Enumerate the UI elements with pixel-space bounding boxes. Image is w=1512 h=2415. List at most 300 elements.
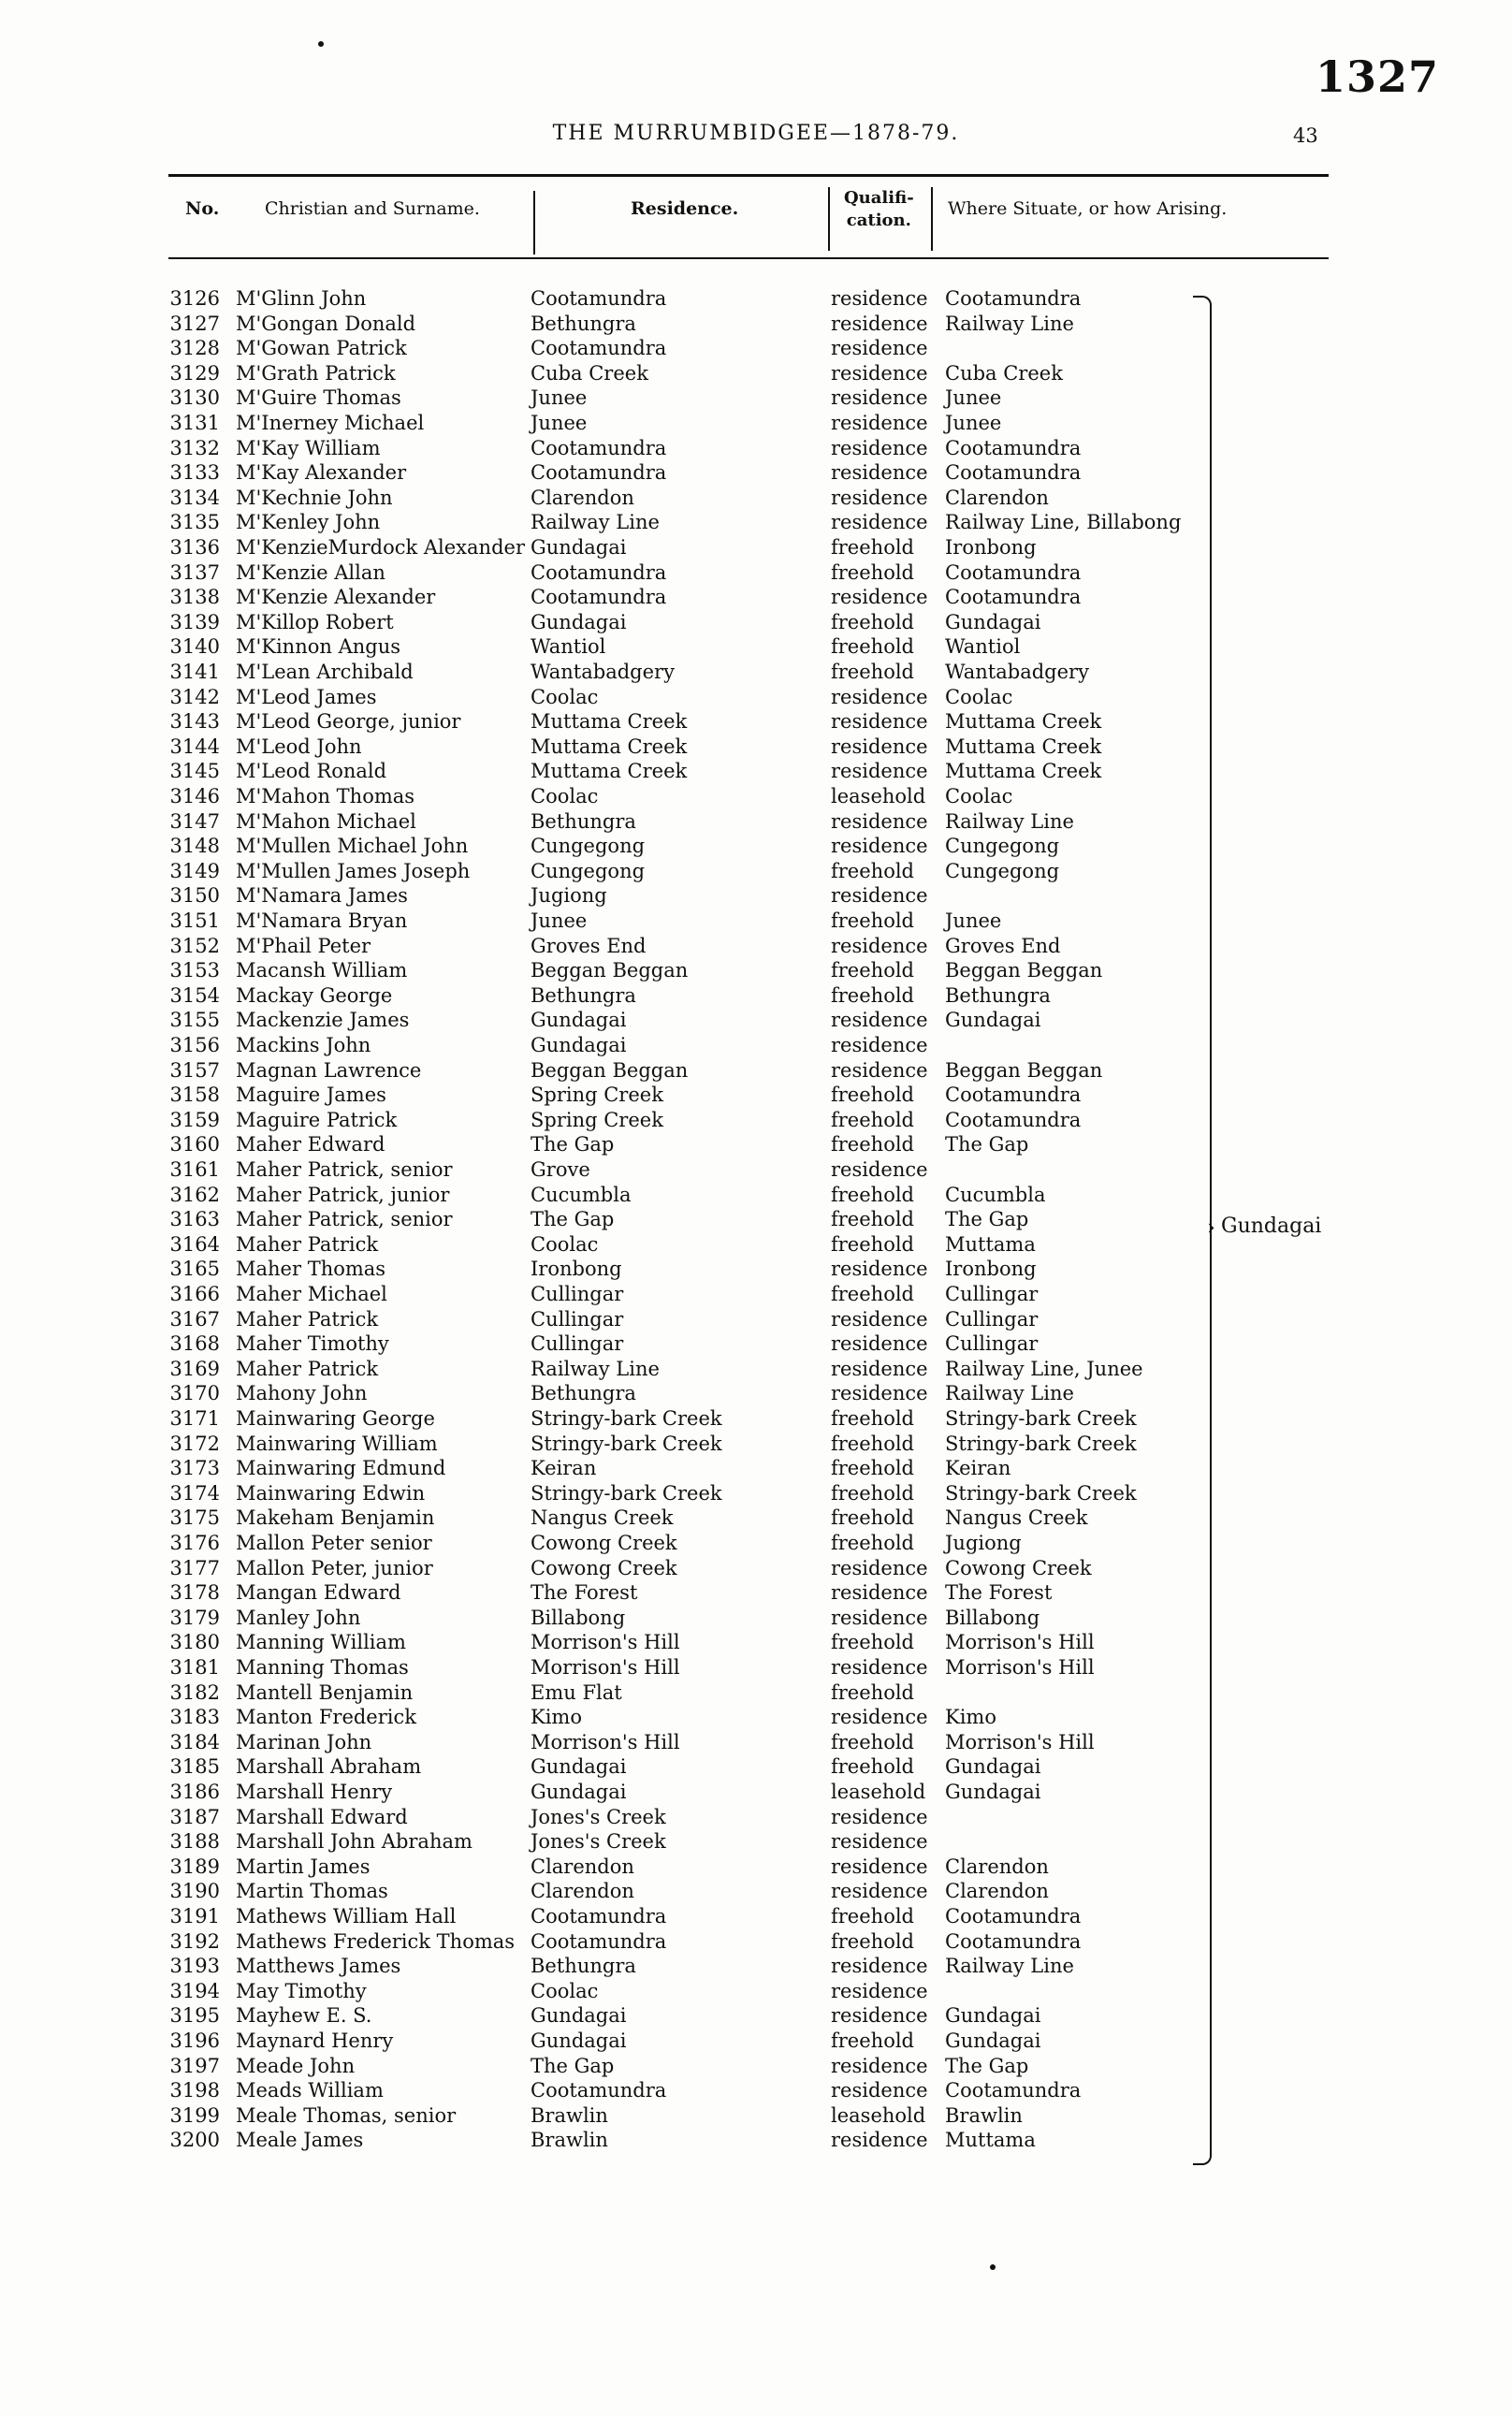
cell-qualification: residence: [831, 1556, 928, 1579]
cell-residence: Jugiong: [531, 884, 607, 908]
cell-number: 3179: [169, 1606, 220, 1629]
cell-residence: Junee: [531, 909, 588, 932]
cell-where: Gundagai: [945, 2029, 1041, 2052]
cell-number: 3192: [169, 1929, 220, 1953]
column-header-residence: Residence.: [631, 198, 739, 219]
cell-qualification: freehold: [831, 1532, 914, 1554]
cell-number: 3138: [169, 586, 220, 609]
cell-residence: Cuba Creek: [531, 361, 648, 385]
cell-residence: Gundagai: [531, 2029, 627, 2052]
cell-name: M'Namara James: [236, 884, 408, 908]
cell-where: Junee: [945, 909, 1002, 932]
table-row: [0, 2029, 1512, 2054]
cell-qualification: freehold: [831, 1730, 914, 1753]
cell-qualification: freehold: [831, 859, 914, 882]
cell-name: Manning Thomas: [236, 1656, 409, 1679]
cell-name: Mallon Peter, junior: [236, 1556, 433, 1579]
cell-qualification: freehold: [831, 661, 914, 683]
cell-where: Cootamundra: [945, 287, 1082, 310]
table-row: [0, 312, 1512, 337]
cell-number: 3134: [169, 486, 220, 509]
cell-qualification: freehold: [831, 560, 914, 584]
cell-where: Cootamundra: [945, 1084, 1082, 1107]
cell-number: 3168: [169, 1332, 220, 1356]
cell-residence: The Gap: [531, 1133, 615, 1157]
cell-where: Ironbong: [945, 1258, 1037, 1281]
cell-residence: Wantabadgery: [531, 661, 675, 683]
cell-residence: Beggan Beggan: [531, 959, 689, 982]
cell-where: Wantiol: [945, 635, 1021, 659]
cell-qualification: freehold: [831, 1208, 914, 1231]
cell-residence: Bethungra: [531, 312, 636, 335]
cell-qualification: residence: [831, 511, 928, 534]
cell-where: Cootamundra: [945, 461, 1082, 485]
cell-number: 3127: [169, 312, 220, 335]
cell-residence: Brawlin: [531, 2103, 608, 2127]
cell-residence: Gundagai: [531, 1034, 627, 1056]
cell-where: The Gap: [945, 2054, 1029, 2077]
cell-number: 3126: [169, 287, 220, 310]
cell-where: Stringy-bark Creek: [945, 1481, 1137, 1505]
cell-residence: Morrison's Hill: [531, 1730, 680, 1753]
table-row: [0, 1108, 1512, 1133]
cell-number: 3128: [169, 337, 220, 360]
column-header-no: No.: [185, 198, 220, 219]
cell-name: M'Mullen James Joseph: [236, 859, 471, 882]
cell-qualification: residence: [831, 1805, 928, 1828]
cell-residence: Gundagai: [531, 1755, 627, 1779]
cell-residence: Cootamundra: [531, 436, 667, 459]
cell-number: 3153: [169, 959, 220, 982]
cell-name: Mainwaring William: [236, 1432, 438, 1455]
cell-qualification: residence: [831, 586, 928, 609]
cell-name: Maher Michael: [236, 1283, 387, 1305]
cell-number: 3148: [169, 835, 220, 858]
cell-name: Maher Patrick: [236, 1357, 379, 1380]
table-row: [0, 759, 1512, 784]
cell-qualification: residence: [831, 809, 928, 833]
cell-where: Cootamundra: [945, 560, 1082, 584]
cell-residence: Gundagai: [531, 610, 627, 633]
header-top-rule: [168, 174, 1329, 177]
cell-qualification: residence: [831, 1382, 928, 1405]
table-row: [0, 1979, 1512, 2004]
cell-number: 3169: [169, 1357, 220, 1380]
cell-number: 3133: [169, 461, 220, 485]
cell-residence: Cullingar: [531, 1332, 624, 1356]
cell-residence: Cullingar: [531, 1307, 624, 1331]
cell-name: M'Kinnon Angus: [236, 635, 401, 659]
table-row: [0, 1705, 1512, 1730]
cell-name: Mainwaring George: [236, 1407, 435, 1430]
cell-where: Coolac: [945, 685, 1013, 708]
cell-name: M'Kay Alexander: [236, 461, 407, 485]
cell-qualification: freehold: [831, 1133, 914, 1157]
column-divider: [533, 191, 535, 255]
cell-qualification: residence: [831, 1034, 928, 1056]
cell-residence: Coolac: [531, 785, 599, 807]
cell-number: 3172: [169, 1432, 220, 1455]
table-row: [0, 460, 1512, 486]
cell-number: 3137: [169, 560, 220, 584]
table-row: [0, 1157, 1512, 1183]
cell-qualification: leasehold: [831, 1781, 926, 1803]
cell-where: Clarendon: [945, 486, 1049, 509]
column-header-qualification: Qualifi- cation.: [844, 188, 914, 230]
cell-qualification: residence: [831, 1706, 928, 1729]
cell-qualification: residence: [831, 1606, 928, 1629]
cell-qualification: residence: [831, 2129, 928, 2152]
cell-qualification: residence: [831, 1009, 928, 1032]
table-row: [0, 1307, 1512, 1332]
cell-residence: Billabong: [531, 1606, 626, 1629]
page-title: THE MURRUMBIDGEE—1878-79.: [552, 122, 960, 145]
cell-qualification: leasehold: [831, 785, 926, 807]
cell-where: Gundagai: [945, 2004, 1041, 2028]
cell-residence: Jones's Creek: [531, 1830, 666, 1854]
table-row: [0, 486, 1512, 511]
cell-name: Matthews James: [236, 1955, 401, 1978]
cell-number: 3131: [169, 412, 220, 434]
cell-name: Marshall John Abraham: [236, 1830, 472, 1854]
cell-residence: Spring Creek: [531, 1084, 663, 1107]
cell-name: Meads William: [236, 2079, 384, 2102]
cell-qualification: residence: [831, 1830, 928, 1854]
cell-name: M'KenzieMurdock Alexander: [236, 536, 525, 559]
cell-number: 3149: [169, 859, 220, 882]
cell-where: The Gap: [945, 1208, 1029, 1231]
table-row: [0, 1929, 1512, 1955]
table-row: [0, 1183, 1512, 1208]
cell-where: Billabong: [945, 1606, 1040, 1629]
cell-qualification: residence: [831, 1581, 928, 1605]
cell-number: 3165: [169, 1258, 220, 1281]
table-row: [0, 685, 1512, 710]
cell-number: 3167: [169, 1307, 220, 1331]
cell-qualification: residence: [831, 436, 928, 459]
cell-where: Muttama: [945, 2129, 1036, 2152]
ink-speck: [990, 2264, 996, 2270]
cell-qualification: residence: [831, 461, 928, 485]
table-row: [0, 1531, 1512, 1556]
cell-number: 3132: [169, 436, 220, 459]
cell-number: 3154: [169, 983, 220, 1007]
cell-name: M'Phail Peter: [236, 934, 371, 957]
cell-residence: Kimo: [531, 1706, 582, 1729]
cell-where: Railway Line: [945, 809, 1074, 833]
cell-qualification: freehold: [831, 959, 914, 982]
table-row: [0, 1456, 1512, 1481]
cell-residence: Cootamundra: [531, 560, 667, 584]
cell-name: Mangan Edward: [236, 1581, 401, 1605]
cell-name: M'Leod Ronald: [236, 760, 387, 783]
table-row: [0, 1730, 1512, 1755]
column-header-name: Christian and Surname.: [265, 198, 480, 219]
cell-name: Meale Thomas, senior: [236, 2103, 457, 2127]
cell-residence: Cowong Creek: [531, 1556, 677, 1579]
cell-name: Mahony John: [236, 1382, 368, 1405]
cell-residence: Cootamundra: [531, 1929, 667, 1953]
cell-name: M'Kenzie Allan: [236, 560, 385, 584]
cell-name: Makeham Benjamin: [236, 1506, 435, 1530]
table-row: [0, 361, 1512, 386]
cell-where: Cootamundra: [945, 436, 1082, 459]
cell-qualification: residence: [831, 361, 928, 385]
cell-residence: Bethungra: [531, 983, 636, 1007]
cell-number: 3157: [169, 1058, 220, 1082]
cell-residence: Jones's Creek: [531, 1805, 666, 1828]
cell-residence: Beggan Beggan: [531, 1058, 689, 1082]
cell-name: M'Mullen Michael John: [236, 835, 469, 858]
cell-qualification: freehold: [831, 1680, 914, 1704]
table-row: [0, 958, 1512, 983]
cell-residence: Junee: [531, 386, 588, 410]
cell-residence: Muttama Creek: [531, 760, 688, 783]
cell-number: 3139: [169, 610, 220, 633]
cell-number: 3181: [169, 1656, 220, 1679]
cell-where: Cullingar: [945, 1307, 1039, 1331]
table-row: [0, 1058, 1512, 1084]
cell-number: 3143: [169, 710, 220, 734]
table-row: [0, 1506, 1512, 1531]
cell-name: Mallon Peter senior: [236, 1532, 432, 1554]
table-row: [0, 1580, 1512, 1606]
cell-number: 3164: [169, 1232, 220, 1256]
cell-where: Railway Line: [945, 1955, 1074, 1978]
cell-number: 3184: [169, 1730, 220, 1753]
cell-where: Cootamundra: [945, 1108, 1082, 1131]
table-row: [0, 1357, 1512, 1382]
table-row: [0, 784, 1512, 809]
table-row: [0, 1381, 1512, 1406]
cell-qualification: freehold: [831, 909, 914, 932]
cell-name: Mainwaring Edwin: [236, 1481, 426, 1505]
cell-number: 3141: [169, 661, 220, 683]
cell-name: Maher Timothy: [236, 1332, 389, 1356]
cell-residence: Junee: [531, 412, 588, 434]
cell-number: 3161: [169, 1158, 220, 1181]
cell-number: 3150: [169, 884, 220, 908]
cell-where: Beggan Beggan: [945, 959, 1103, 982]
cell-residence: Bethungra: [531, 1955, 636, 1978]
table-row: [0, 510, 1512, 535]
cell-where: Stringy-bark Creek: [945, 1407, 1137, 1430]
cell-residence: Bethungra: [531, 809, 636, 833]
cell-where: Beggan Beggan: [945, 1058, 1103, 1082]
table-row: [0, 1954, 1512, 1979]
cell-number: 3195: [169, 2004, 220, 2028]
table-row: [0, 1257, 1512, 1282]
cell-name: Mathews Frederick Thomas: [236, 1929, 516, 1953]
cell-name: M'Guire Thomas: [236, 386, 401, 410]
cell-number: 3166: [169, 1283, 220, 1305]
cell-name: Martin James: [236, 1855, 371, 1878]
cell-qualification: freehold: [831, 610, 914, 633]
cell-number: 3180: [169, 1631, 220, 1654]
cell-residence: Grove: [531, 1158, 590, 1181]
table-row: [0, 1432, 1512, 1457]
table-row: [0, 2128, 1512, 2153]
cell-name: Mathews William Hall: [236, 1905, 457, 1928]
cell-residence: Bethungra: [531, 1382, 636, 1405]
cell-number: 3189: [169, 1855, 220, 1878]
cell-where: Cowong Creek: [945, 1556, 1092, 1579]
cell-qualification: freehold: [831, 1631, 914, 1654]
cell-number: 3176: [169, 1532, 220, 1554]
cell-name: Maher Edward: [236, 1133, 385, 1157]
cell-number: 3199: [169, 2103, 220, 2127]
cell-qualification: freehold: [831, 1905, 914, 1928]
cell-name: M'Kechnie John: [236, 486, 393, 509]
cell-name: M'Leod James: [236, 685, 377, 708]
table-row: [0, 2078, 1512, 2103]
cell-residence: Clarendon: [531, 1855, 634, 1878]
cell-where: The Forest: [945, 1581, 1053, 1605]
cell-where: Clarendon: [945, 1880, 1049, 1903]
cell-name: M'Leod George, junior: [236, 710, 461, 734]
cell-name: Manning William: [236, 1631, 406, 1654]
cell-qualification: residence: [831, 1258, 928, 1281]
cell-residence: Coolac: [531, 1979, 599, 2002]
cell-qualification: freehold: [831, 983, 914, 1007]
cell-qualification: freehold: [831, 635, 914, 659]
cell-where: Railway Line: [945, 1382, 1074, 1405]
cell-name: M'Kenley John: [236, 511, 381, 534]
cell-name: Maguire Patrick: [236, 1108, 398, 1131]
table-row: [0, 1780, 1512, 1805]
cell-number: 3191: [169, 1905, 220, 1928]
cell-where: Cuba Creek: [945, 361, 1063, 385]
table-row: [0, 1406, 1512, 1432]
cell-residence: Spring Creek: [531, 1108, 663, 1131]
cell-number: 3146: [169, 785, 220, 807]
cell-number: 3177: [169, 1556, 220, 1579]
cell-number: 3158: [169, 1084, 220, 1107]
cell-qualification: freehold: [831, 1481, 914, 1505]
cell-qualification: residence: [831, 2004, 928, 2028]
cell-where: Gundagai: [945, 610, 1041, 633]
cell-name: M'Leod John: [236, 735, 362, 758]
table-row: [0, 859, 1512, 884]
cell-where: Cullingar: [945, 1283, 1039, 1305]
table-row: [0, 2054, 1512, 2079]
cell-number: 3197: [169, 2054, 220, 2077]
table-row: [0, 883, 1512, 909]
cell-name: Maher Patrick: [236, 1232, 379, 1256]
cell-number: 3190: [169, 1880, 220, 1903]
cell-name: M'Glinn John: [236, 287, 367, 310]
cell-where: Gundagai: [945, 1781, 1041, 1803]
cell-qualification: freehold: [831, 1232, 914, 1256]
cell-where: Muttama: [945, 1232, 1036, 1256]
cell-where: Nangus Creek: [945, 1506, 1088, 1530]
cell-name: M'Gowan Patrick: [236, 337, 407, 360]
cell-where: Gundagai: [945, 1755, 1041, 1779]
cell-number: 3182: [169, 1680, 220, 1704]
cell-qualification: freehold: [831, 2029, 914, 2052]
cell-residence: Cootamundra: [531, 1905, 667, 1928]
cell-number: 3163: [169, 1208, 220, 1231]
cell-residence: Cungegong: [531, 835, 646, 858]
cell-number: 3183: [169, 1706, 220, 1729]
cell-where: Muttama Creek: [945, 760, 1102, 783]
cell-where: Cootamundra: [945, 1905, 1082, 1928]
cell-where: Cucumbla: [945, 1183, 1046, 1206]
cell-residence: Cootamundra: [531, 2079, 667, 2102]
cell-number: 3174: [169, 1481, 220, 1505]
cell-name: Martin Thomas: [236, 1880, 388, 1903]
cell-qualification: residence: [831, 412, 928, 434]
cell-name: M'Killop Robert: [236, 610, 394, 633]
cell-name: M'Kay William: [236, 436, 381, 459]
cell-name: M'Gongan Donald: [236, 312, 416, 335]
cell-name: Meade John: [236, 2054, 356, 2077]
cell-where: Junee: [945, 386, 1002, 410]
cell-where: Railway Line: [945, 312, 1074, 335]
cell-number: 3151: [169, 909, 220, 932]
cell-residence: Cootamundra: [531, 287, 667, 310]
table-row: [0, 660, 1512, 685]
table-row: [0, 1829, 1512, 1855]
cell-number: 3140: [169, 635, 220, 659]
cell-number: 3173: [169, 1457, 220, 1480]
cell-name: Marshall Henry: [236, 1781, 393, 1803]
cell-qualification: residence: [831, 685, 928, 708]
cell-qualification: leasehold: [831, 2103, 926, 2127]
cell-number: 3200: [169, 2129, 220, 2152]
cell-residence: The Gap: [531, 2054, 615, 2077]
cell-number: 3178: [169, 1581, 220, 1605]
table-row: [0, 560, 1512, 586]
table-row: [0, 535, 1512, 560]
cell-qualification: residence: [831, 710, 928, 734]
cell-residence: Cootamundra: [531, 337, 667, 360]
table-row: [0, 1855, 1512, 1880]
table-row: [0, 386, 1512, 411]
cell-where: Railway Line, Junee: [945, 1357, 1143, 1380]
cell-qualification: residence: [831, 1332, 928, 1356]
cell-residence: Ironbong: [531, 1258, 622, 1281]
cell-qualification: freehold: [831, 1108, 914, 1131]
cell-qualification: residence: [831, 934, 928, 957]
cell-residence: Railway Line: [531, 511, 660, 534]
cell-where: Railway Line, Billabong: [945, 511, 1182, 534]
table-row: [0, 1556, 1512, 1581]
table-row: [0, 610, 1512, 635]
table-row: [0, 436, 1512, 461]
cell-where: Keiran: [945, 1457, 1011, 1480]
cell-name: M'Mahon Thomas: [236, 785, 415, 807]
cell-where: Cungegong: [945, 835, 1060, 858]
cell-where: The Gap: [945, 1133, 1029, 1157]
table-row: [0, 1805, 1512, 1830]
cell-number: 3136: [169, 536, 220, 559]
cell-qualification: residence: [831, 386, 928, 410]
cell-number: 3188: [169, 1830, 220, 1854]
table-row: [0, 585, 1512, 610]
cell-residence: Cowong Creek: [531, 1532, 677, 1554]
cell-name: Marshall Abraham: [236, 1755, 422, 1779]
cell-residence: Morrison's Hill: [531, 1656, 680, 1679]
cell-number: 3130: [169, 386, 220, 410]
cell-number: 3135: [169, 511, 220, 534]
cell-number: 3156: [169, 1034, 220, 1056]
cell-number: 3175: [169, 1506, 220, 1530]
cell-qualification: residence: [831, 312, 928, 335]
cell-qualification: residence: [831, 1656, 928, 1679]
cell-number: 3160: [169, 1133, 220, 1157]
cell-qualification: freehold: [831, 536, 914, 559]
